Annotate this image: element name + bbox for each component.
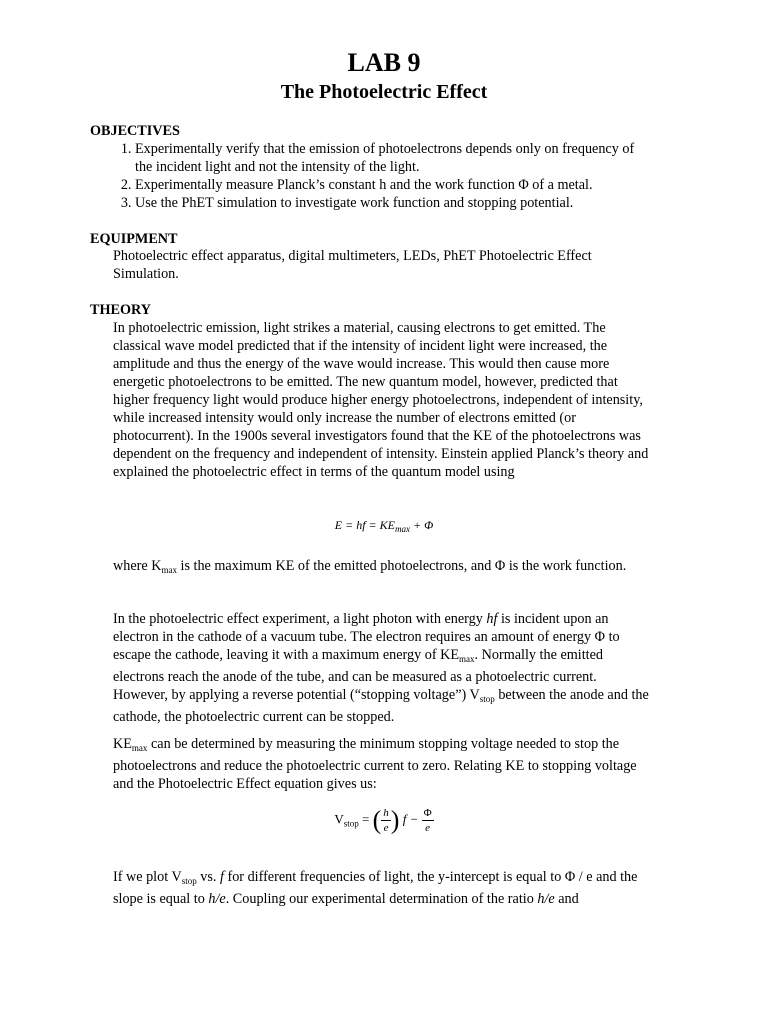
einstein-equation <box>0 516 768 538</box>
eq2-v: V <box>334 811 344 827</box>
theory-paragraph-4 <box>113 735 653 793</box>
theory-paragraph-1: In photoelectric emission, light strikes a material, causing electrons to get emitted. The classical wave model predicted that if the intensity of incident light were increased, the amplitude and thus the energy of the wave would increase. This would then cause more energetic photoelectrons to be emitted. The new quantum model, however, predicted that higher frequency light would produce higher energy photoelectrons, independent of intensity, while increased intensity would only increase the number of electrons emitted (or photocurrent). In the 1900s several investigators found that the KE of the photoelectrons was dependent on the frequency and independent of intensity. Einstein applied Planck’s theory and explained the photoelectric effect in terms of the quantum model using <box>113 320 649 480</box>
objective-item: 3. Use the PhET simulation to investigate work function and stopping potential. <box>135 194 655 212</box>
p3-text: between the anode and the cathode, the photoelectric current can be stopped. <box>113 687 649 725</box>
p2-sub: max <box>161 565 177 575</box>
p3-text: In the photoelectric effect experiment, a light photon with energy <box>113 611 487 627</box>
equipment-heading: EQUIPMENT <box>90 231 178 247</box>
p3-sub: stop <box>479 694 495 704</box>
p5-text: vs. <box>196 869 220 885</box>
p5-he: h/e <box>537 891 555 907</box>
frac-numerator: h <box>383 807 389 819</box>
p2-text: is the maximum KE of the emitted photoelectrons, and Φ is the work function. <box>176 558 627 574</box>
eq1-main: E = hf = KE <box>334 518 395 532</box>
theory-paragraph-3 <box>113 610 653 726</box>
p5-text: If we plot V <box>113 869 182 885</box>
equipment-text: Photoelectric effect apparatus, digital multimeters, LEDs, PhET Photoelectric Effect Simulation. <box>113 248 592 282</box>
eq1-sub: max <box>394 524 410 534</box>
p5-text: . Coupling our experimental determination of the ratio <box>225 891 538 907</box>
p4-text: KE <box>113 736 132 752</box>
theory-heading: THEORY <box>90 302 151 318</box>
p4-sub: max <box>131 743 148 753</box>
p3-sub: max <box>459 654 475 664</box>
p3-text: . Normally the emitted electrons reach the anode of the tube, and can be measured as a photoelectric current. However, by applying a reverse potential (“stopping voltage”) V <box>113 647 603 703</box>
frac-numerator: Φ <box>423 807 432 819</box>
p5-text: for different frequencies of light, the y-intercept is equal to Φ / e and the slope is equal to <box>113 869 638 907</box>
eq1-tail: + Φ <box>409 518 434 532</box>
frac-denominator: e <box>425 822 431 834</box>
objective-item: 2. Experimentally measure Planck’s constant h and the work function Φ of a metal. <box>135 176 655 194</box>
p5-sub: stop <box>181 876 197 886</box>
theory-paragraph-2 <box>113 557 653 579</box>
p3-text: is incident upon an electron in the cathode of a vacuum tube. The electron requires an amount of energy Φ to escape the cathode, leaving it with a maximum energy of KE <box>113 611 620 663</box>
theory-paragraph-5 <box>113 868 653 908</box>
lab-subtitle: The Photoelectric Effect <box>280 81 488 103</box>
eq2-sub: stop <box>343 818 359 829</box>
p2-text: where K <box>113 558 162 574</box>
right-paren-icon: ) <box>390 805 400 835</box>
h-over-e-fraction <box>381 806 391 835</box>
objectives-heading: OBJECTIVES <box>90 123 180 139</box>
objectives-list <box>113 140 655 212</box>
p5-f: f <box>219 869 224 885</box>
p3-hf: hf <box>486 611 498 627</box>
frac-denominator: e <box>383 822 389 834</box>
eq2-f: f − <box>399 811 422 827</box>
p5-text: and <box>554 891 579 907</box>
p5-he: h/e <box>208 891 226 907</box>
objective-item: 1. Experimentally verify that the emission of photoelectrons depends only on frequency of the incident light and not the intensity of the light. <box>135 140 655 176</box>
left-paren-icon: ( <box>372 805 382 835</box>
lab-title: LAB 9 <box>347 48 421 77</box>
p4-text: can be determined by measuring the minimum stopping voltage needed to stop the photoelectrons and reduce the photoelectric current to zero. Relating KE to stopping voltage and the Photoelectric Effect equation gives us: <box>113 736 637 792</box>
eq2-equals: = <box>358 811 373 827</box>
stopping-voltage-equation <box>0 806 768 835</box>
phi-over-e-fraction <box>422 806 434 835</box>
